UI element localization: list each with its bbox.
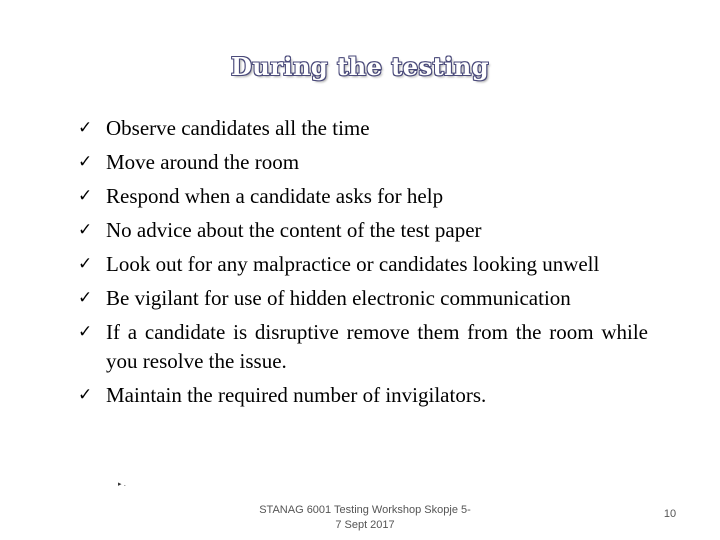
checkmark-icon: ✓ bbox=[78, 288, 93, 308]
bullet-text: Maintain the required number of invigilators. bbox=[106, 383, 487, 407]
bullet-item bbox=[78, 216, 648, 245]
checkmark-icon: ✓ bbox=[78, 220, 93, 240]
bullet-item bbox=[78, 381, 648, 410]
bullet-item bbox=[78, 182, 648, 211]
slide-title: During the testing bbox=[230, 52, 490, 81]
bullet-text: Be vigilant for use of hidden electronic communication bbox=[106, 286, 571, 310]
bullet-text: Move around the room bbox=[106, 150, 300, 174]
bullet-item bbox=[78, 148, 648, 177]
page-number: 10 bbox=[663, 508, 677, 520]
bullet-text: Observe candidates all the time bbox=[106, 116, 370, 140]
bullet-text: Respond when a candidate asks for help bbox=[106, 184, 444, 208]
checkmark-icon: ✓ bbox=[78, 152, 93, 172]
checkmark-icon: ✓ bbox=[78, 186, 93, 206]
bullet-item bbox=[78, 318, 648, 376]
bullet-text: If a candidate is disruptive remove them from the room while you resolve the issue. bbox=[106, 320, 648, 373]
footer-line-2: 7 Sept 2017 bbox=[335, 519, 395, 531]
bullet-list bbox=[78, 114, 648, 415]
bullet-item bbox=[78, 284, 648, 313]
checkmark-icon: ✓ bbox=[78, 118, 93, 138]
checkmark-icon: ✓ bbox=[78, 254, 93, 274]
bullet-item bbox=[78, 114, 648, 143]
bullet-text: No advice about the content of the test paper bbox=[106, 218, 482, 242]
small-marker: ▸ . bbox=[118, 480, 126, 488]
checkmark-icon: ✓ bbox=[78, 385, 93, 405]
footer-line-1: STANAG 6001 Testing Workshop Skopje 5- bbox=[259, 504, 471, 516]
footer-text bbox=[240, 503, 490, 533]
bullet-text: Look out for any malpractice or candidates looking unwell bbox=[106, 252, 600, 276]
checkmark-icon: ✓ bbox=[78, 322, 93, 342]
bullet-item bbox=[78, 250, 648, 279]
